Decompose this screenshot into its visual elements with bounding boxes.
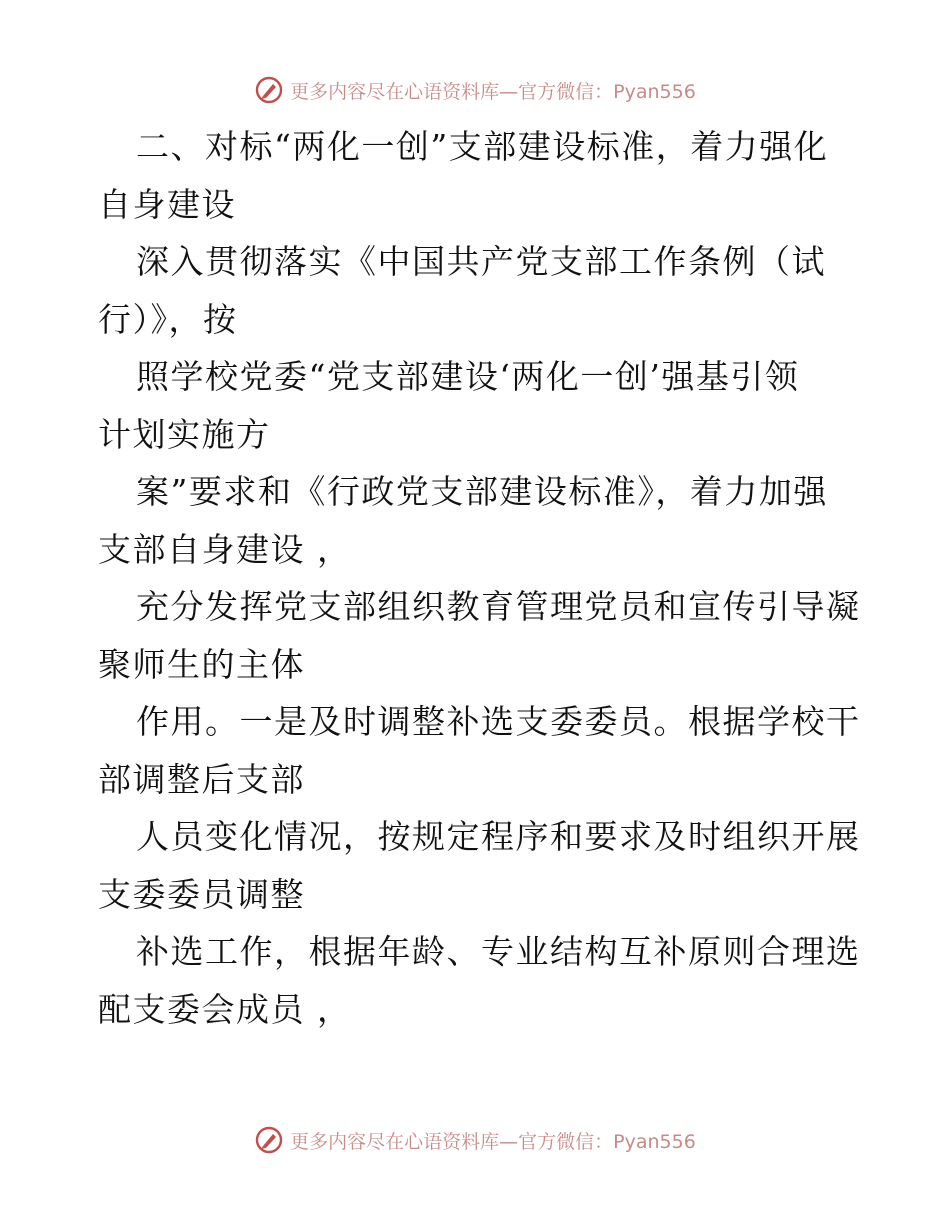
text-line: 人员变化情况，按规定程序和要求及时组织开展 <box>136 817 861 856</box>
header-watermark <box>0 72 950 108</box>
watermark-text: 更多内容尽在心语资料库—官方微信：Pyan556 <box>290 1130 696 1153</box>
text-line: 照学校党委“党支部建设‘两化一创’强基引领 <box>136 357 800 396</box>
text-line: 支委委员调整 <box>98 874 305 914</box>
footer-watermark <box>0 1122 950 1158</box>
pen-nib-logo-icon <box>254 75 284 105</box>
text-line: 部调整后支部 <box>98 759 305 799</box>
watermark-text: 更多内容尽在心语资料库—官方微信：Pyan556 <box>290 80 696 103</box>
text-line: 计划实施方 <box>98 414 271 454</box>
text-line: 支部自身建设 ， <box>98 529 352 569</box>
text-line: 配支委会成员 ， <box>98 989 352 1029</box>
text-line: 补选工作，根据年龄、专业结构互补原则合理选 <box>136 932 861 971</box>
text-line: 自身建设 <box>98 184 236 224</box>
text-line: 充分发挥党支部组织教育管理党员和宣传引导凝 <box>136 587 861 626</box>
pen-nib-logo-icon <box>254 1125 284 1155</box>
text-line: 行）》，按 <box>98 299 238 339</box>
text-line: 作用。一是及时调整补选支委委员。根据学校干 <box>136 702 861 741</box>
document-body <box>98 118 861 1038</box>
text-line: 二、对标“两化一创”支部建设标准，着力强化 <box>136 127 829 166</box>
text-line: 聚师生的主体 <box>98 644 305 684</box>
text-line: 案”要求和《行政党支部建设标准》，着力加强 <box>136 472 828 511</box>
text-line: 深入贯彻落实《中国共产党支部工作条例（试 <box>136 242 826 281</box>
